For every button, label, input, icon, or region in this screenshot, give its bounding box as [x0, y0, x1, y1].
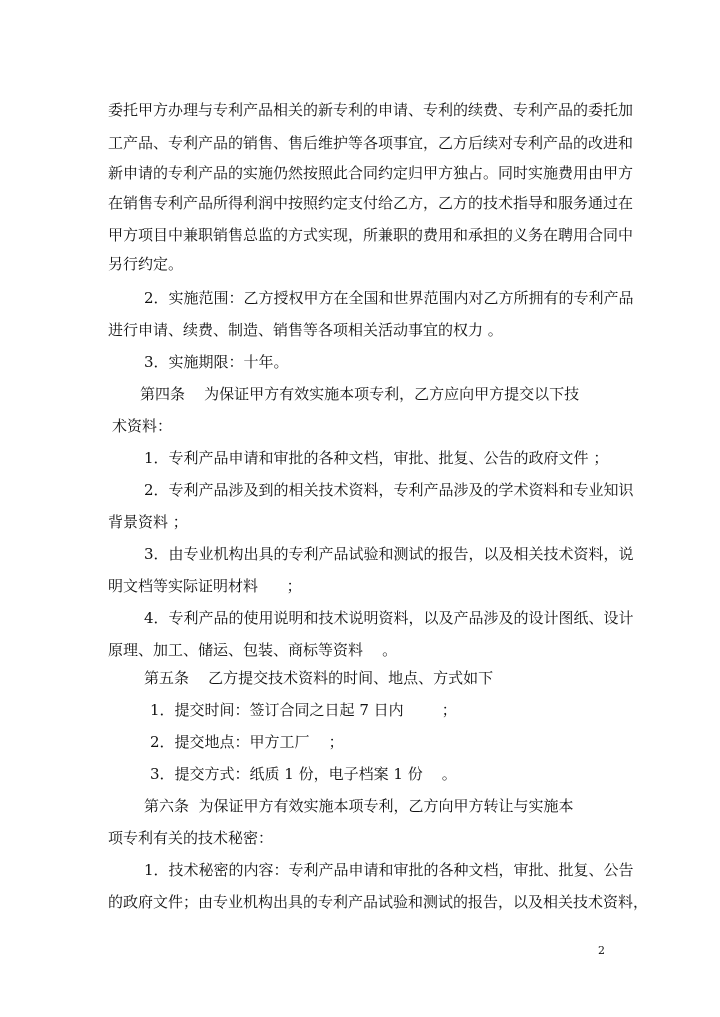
text-line: 2．实施范围：乙方授权甲方在全国和世界范围内对乙方所拥有的专利产品: [144, 289, 634, 307]
text-line: 2．专利产品涉及到的相关技术资料，专利产品涉及的学术资料和专业知识: [144, 481, 634, 499]
article-heading: 第五条 乙方提交技术资料的时间、地点、方式如下: [144, 669, 494, 687]
text-line: 3．由专业机构出具的专利产品试验和测试的报告，以及相关技术资料，说: [144, 545, 634, 563]
text-line: 2．提交地点：甲方工厂 ；: [150, 733, 344, 751]
text-line: 3．提交方式：纸质 1 份，电子档案 1 份 。: [150, 765, 457, 783]
text-line: 3．实施期限：十年。: [144, 353, 289, 371]
text-line: 明文档等实际证明材料 ；: [108, 577, 302, 595]
text-line: 的政府文件；由专业机构出具的专利产品试验和测试的报告，以及相关技术资料，: [108, 893, 649, 911]
text-line: 1．专利产品申请和审批的各种文档，审批、批复、公告的政府文件 ；: [144, 449, 609, 467]
text-line: 另行约定。: [108, 255, 184, 273]
text-line: 工产品、专利产品的销售、售后维护等各项事宜，乙方后续对专利产品的改进和: [108, 134, 634, 152]
text-line: 在销售专利产品所得利润中按照约定支付给乙方，乙方的技术指导和服务通过在: [108, 194, 634, 212]
text-line: 1．提交时间：签订合同之日起 7 日内 ；: [150, 701, 457, 719]
text-line: 新申请的专利产品的实施仍然按照此合同约定归甲方独占。同时实施费用由甲方: [108, 164, 634, 182]
text-line: 项专利有关的技术秘密：: [108, 829, 274, 847]
text-line: 委托甲方办理与专利产品相关的新专利的申请、专利的续费、专利产品的委托加: [108, 101, 634, 119]
text-line: 1．技术秘密的内容：专利产品申请和审批的各种文档，审批、批复、公告: [144, 861, 634, 879]
text-line: 原理、加工、储运、包装、商标等资料 。: [108, 641, 398, 659]
text-line: 术资料：: [112, 417, 173, 435]
article-heading: 第四条 为保证甲方有效实施本项专利，乙方应向甲方提交以下技: [140, 385, 580, 403]
text-line: 甲方项目中兼职销售总监的方式实现，所兼职的费用和承担的义务在聘用合同中: [108, 226, 634, 244]
text-line: 4．专利产品的使用说明和技术说明资料，以及产品涉及的设计图纸、设计: [144, 609, 634, 627]
page-number: 2: [598, 944, 605, 957]
text-line: 进行申请、续费、制造、销售等各项相关活动事宜的权力 。: [108, 321, 503, 339]
text-line: 背景资料 ；: [108, 513, 188, 531]
article-heading: 第六条 为保证甲方有效实施本项专利，乙方向甲方转让与实施本: [144, 797, 574, 815]
